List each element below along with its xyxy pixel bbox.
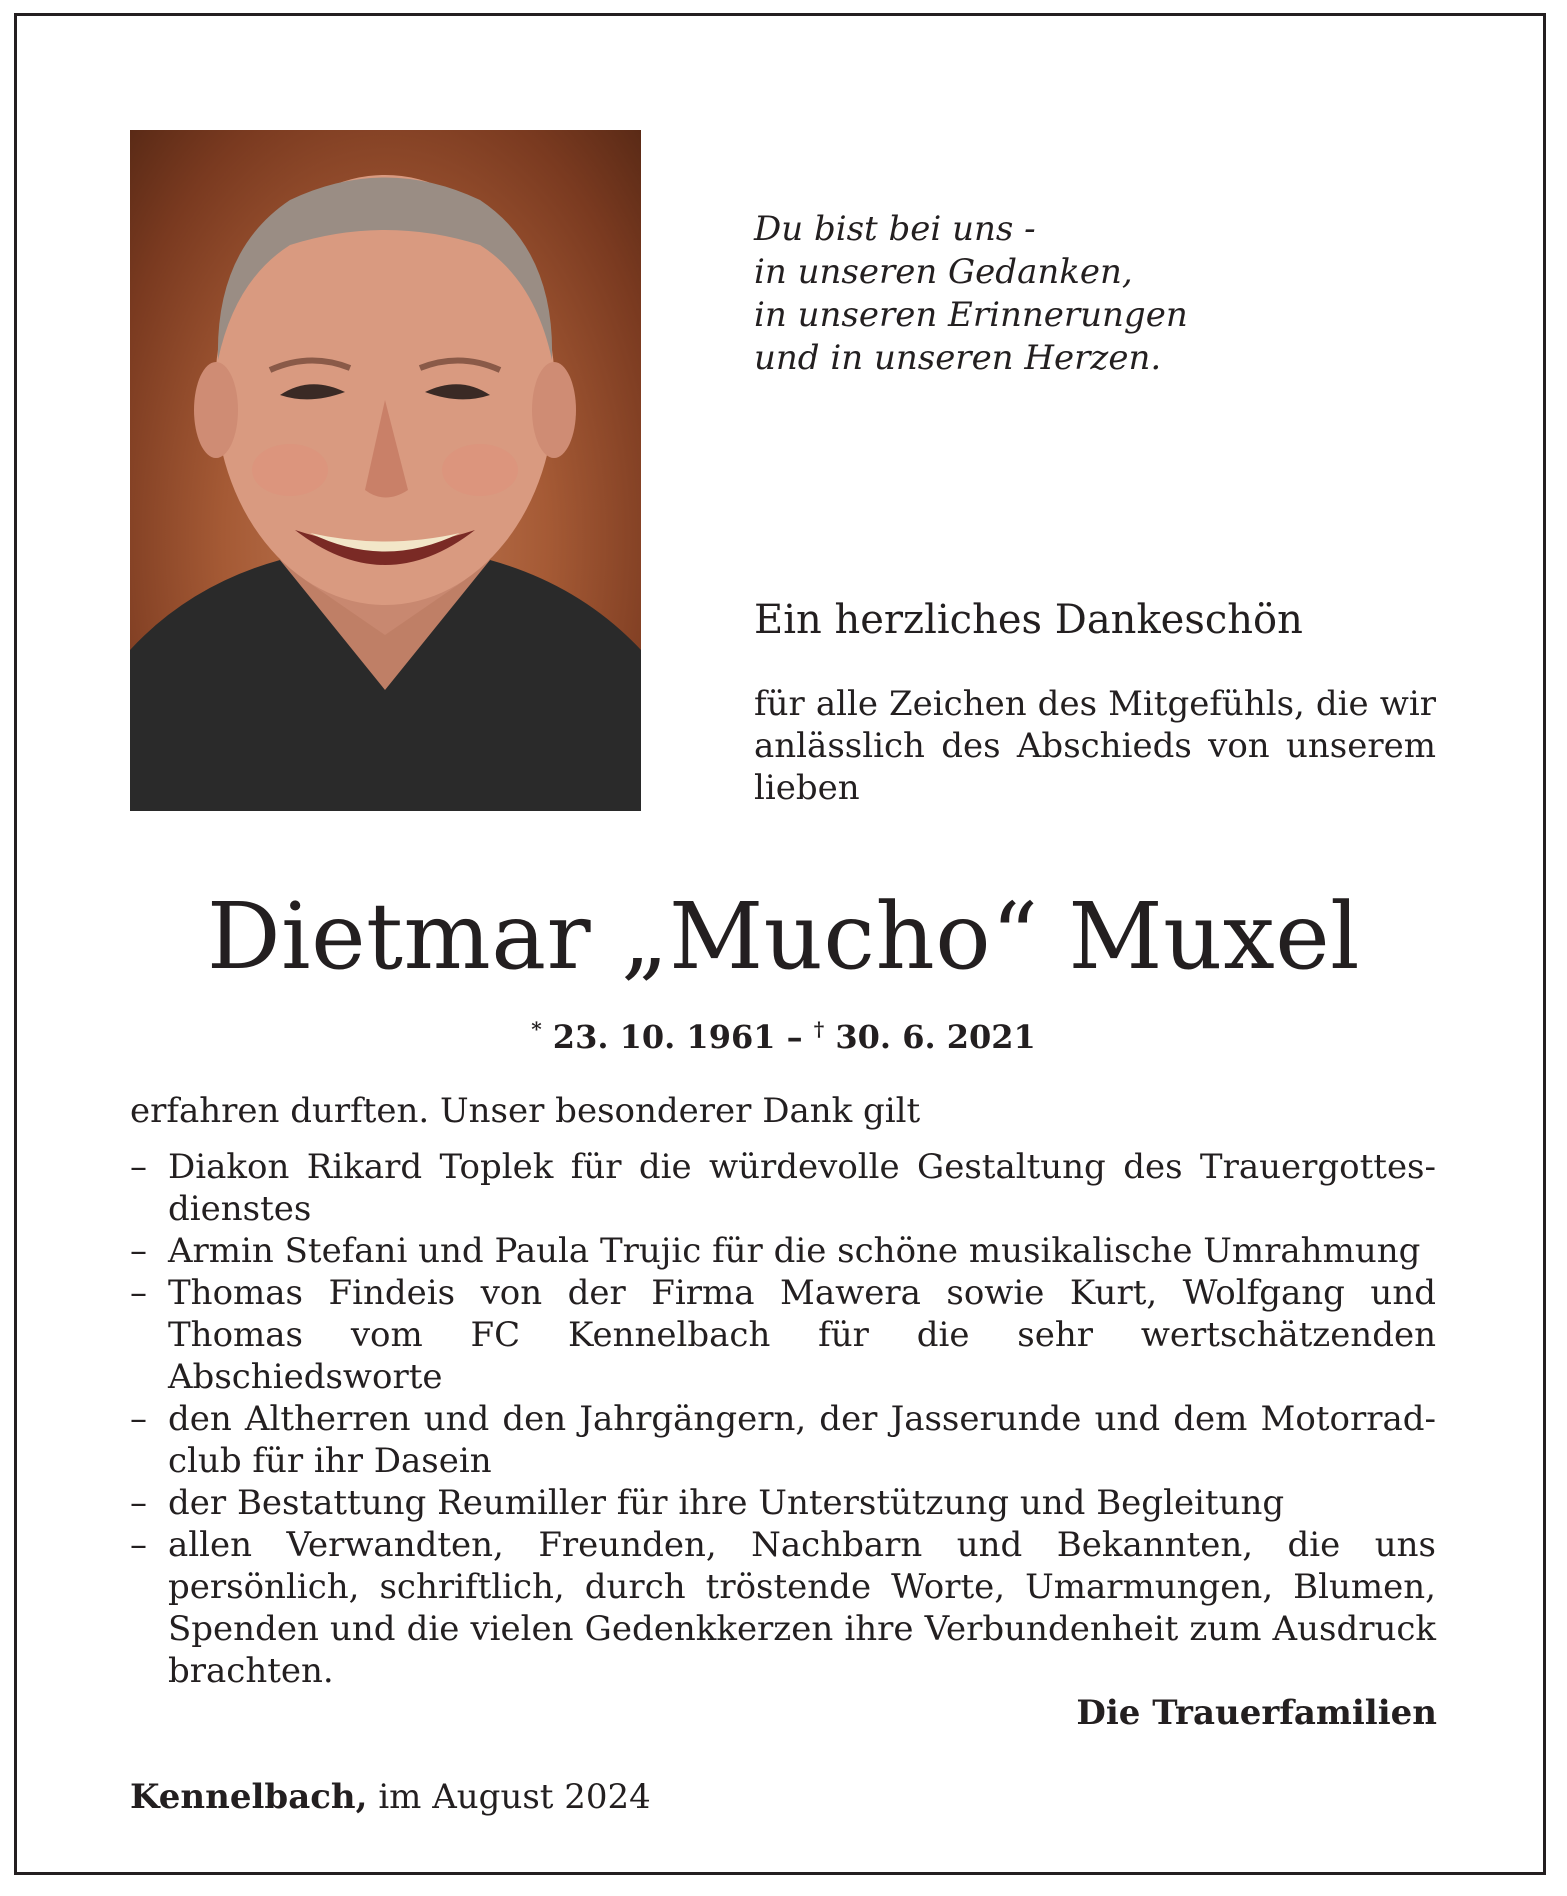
verse-line: in unseren Erinnerungen	[754, 295, 1188, 335]
list-dash: –	[130, 1399, 147, 1439]
death-mark: †	[813, 1017, 825, 1041]
birth-mark: *	[531, 1017, 542, 1041]
birth-date: 23. 10. 1961	[552, 1018, 776, 1056]
thanks-list	[130, 1146, 1436, 1692]
thanks-intro-last: lieben	[754, 768, 860, 808]
list-item-text: den Altherren und den Jahrgängern, der Jasserunde und dem Motorrad-club für ihr Dasein	[168, 1399, 1436, 1481]
thanks-intro-text: für alle Zeichen des Mitgefühls, die wir anlässlich des Abschieds von unserem	[754, 684, 1436, 766]
list-item-text: der Bestattung Reumiller für ihre Unterstützung und Begleitung	[168, 1483, 1285, 1523]
list-item-text: Thomas Findeis von der Firma Mawera sowie Kurt, Wolfgang und Thomas vom FC Kennelbach für die sehr wertschätzenden Abschiedsworte	[168, 1273, 1436, 1397]
list-item-text: Diakon Rikard Toplek für die würdevolle Gestaltung des Trauergottes-dienstes	[168, 1147, 1436, 1229]
date-separator: –	[786, 1018, 803, 1056]
verse-line: und in unseren Herzen.	[754, 338, 1162, 378]
deceased-name: Dietmar „Mucho“ Muxel	[206, 883, 1361, 990]
list-item	[130, 1398, 1436, 1482]
verse	[754, 208, 1188, 380]
list-item-text: allen Verwandten, Freunden, Nachbarn und Bekannten, die uns persönlich, schriftlich, durch tröstende Worte, Umarmungen, Blumen, Spenden und die vielen Gedenkkerzen ihre Verbundenheit zum Ausdruck brachten.	[168, 1525, 1436, 1691]
list-dash: –	[130, 1231, 147, 1271]
list-dash: –	[130, 1273, 147, 1313]
list-item	[130, 1482, 1436, 1524]
place-name: Kennelbach,	[130, 1777, 368, 1817]
list-item	[130, 1272, 1436, 1398]
list-dash: –	[130, 1147, 147, 1187]
place-date	[130, 1776, 651, 1818]
death-date: 30. 6. 2021	[835, 1018, 1036, 1056]
thanks-heading: Ein herzliches Dankeschön	[754, 597, 1303, 643]
list-item-text: Armin Stefani und Paula Trujic für die schöne musikalische Umrahmung	[168, 1231, 1421, 1271]
verse-line: in unseren Gedanken,	[754, 252, 1133, 292]
portrait-photo	[130, 130, 641, 811]
list-item	[130, 1230, 1436, 1272]
list-item	[130, 1524, 1436, 1692]
life-dates	[0, 1008, 1567, 1058]
body-lead: erfahren durften. Unser besonderer Dank gilt	[130, 1091, 921, 1131]
date-line: im August 2024	[378, 1777, 651, 1817]
list-item	[130, 1146, 1436, 1230]
verse-line: Du bist bei uns -	[754, 209, 1036, 249]
portrait-icon	[130, 130, 641, 811]
signature: Die Trauerfamilien	[1076, 1693, 1437, 1733]
list-dash: –	[130, 1525, 147, 1565]
thanks-intro	[754, 683, 1436, 809]
list-dash: –	[130, 1483, 147, 1523]
